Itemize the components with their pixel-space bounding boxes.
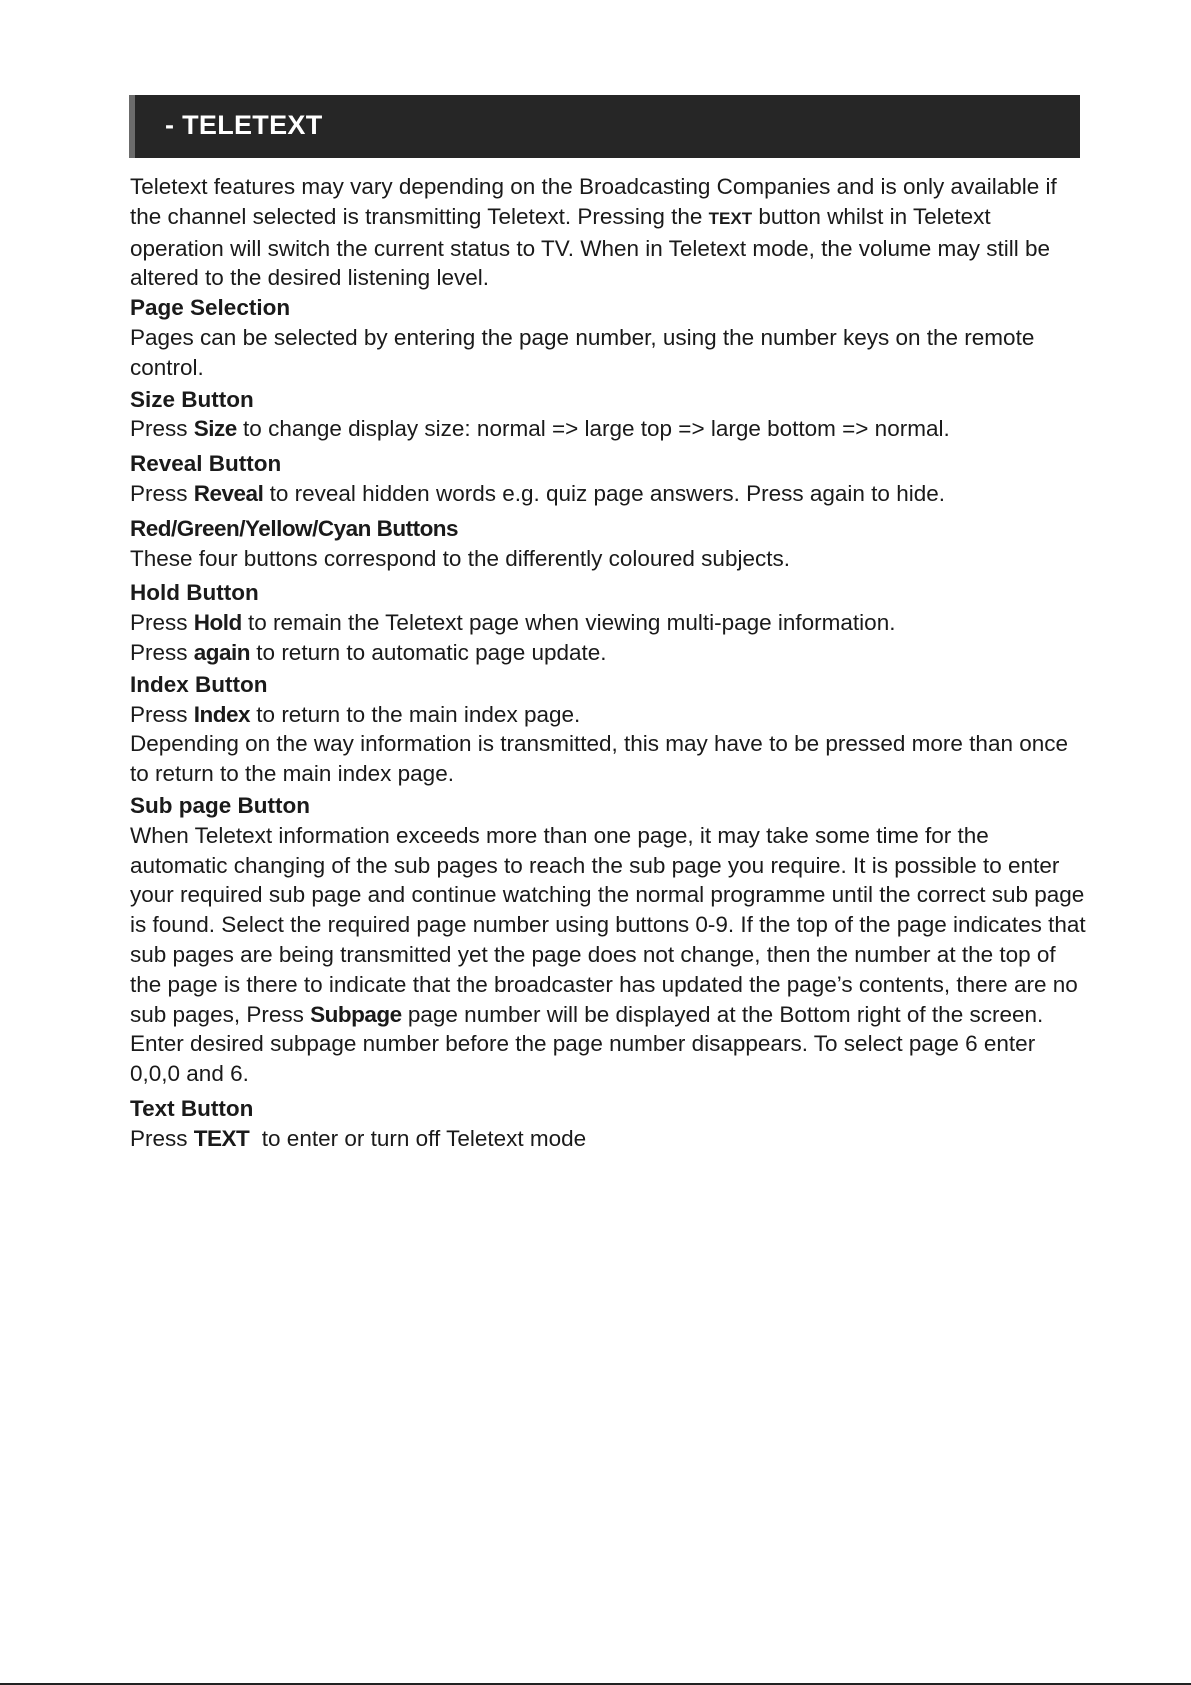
document-body [130,172,1090,1154]
heading-size-button: Size Button [130,386,254,412]
index-line1-pre: Press [130,701,194,727]
reveal-keyword: Reveal [193,480,264,506]
text-hold-line-1 [130,608,1090,638]
section-text-button [130,1094,1090,1154]
index-keyword: Index [193,701,251,727]
text-text-button [130,1124,1090,1154]
intro-text-keyword: TEXT [708,208,753,228]
hold-line1-pre: Press [130,610,194,636]
reveal-text-pre: Press [130,480,194,506]
text-reveal-button [130,479,1090,509]
intro-paragraph [130,172,1090,293]
subpage-text-pre: When Teletext information exceeds more than one page, it may take some time for the automatic changing of the sub pages to reach the sub page you require. It is possible to enter your required sub page and continue watching the normal programme until the correct sub page is found. Select the required page number using buttons 0-9. If the top of the page indicates that sub pages are being transmitted yet the page does not change, then the number at the top of the page is there to indicate that the broadcaster has updated the page’s contents, there are no sub pages, Press [130,822,1086,1027]
hold-keyword: Hold [193,610,242,636]
text-color-buttons: These four buttons correspond to the differently coloured subjects. [130,545,790,571]
section-hold-button [130,578,1090,667]
text-index-line-2: Depending on the way information is transmitted, this may have to be pressed more than once to return to the main index page. [130,731,1069,787]
index-line1-post: to return to the main index page. [250,701,581,727]
intro-text-1: Teletext features may vary depending on the Broadcasting Companies and is only available if the channel selected is transmitting Teletext. Pressing the [130,174,1057,229]
heading-page-selection: Page Selection [130,295,291,321]
section-header-bar [129,95,1080,158]
heading-text-button: Text Button [130,1095,254,1121]
text-subpage [130,821,1090,1089]
again-keyword: again [193,639,251,665]
section-size-button [130,385,1090,445]
size-keyword: Size [193,416,237,442]
subpage-text-post: page number will be displayed at the Bottom right of the screen. Enter desired subpage number before the page number disappears. To select page 6 enter 0,0,0 and 6. [130,1001,1044,1087]
section-page-selection [130,293,1090,382]
text-button-post: to enter or turn off Teletext mode [249,1125,587,1151]
section-title: - TELETEXT [165,110,323,140]
subpage-keyword: Subpage [310,1001,402,1027]
hold-line1-post: to remain the Teletext page when viewing multi-page information. [241,610,896,636]
text-size-button [130,414,1090,444]
hold-line2-post: to return to automatic page update. [250,639,607,665]
section-subpage-button [130,791,1090,1089]
section-reveal-button [130,449,1090,509]
hold-line2-pre: Press [130,639,194,665]
heading-index-button: Index Button [130,671,268,697]
text-keyword: TEXT [193,1125,250,1151]
text-page-selection: Pages can be selected by entering the page number, using the number keys on the remote control. [130,324,1035,380]
size-text-post: to change display size: normal => large top => large bottom => normal. [236,416,950,442]
reveal-text-post: to reveal hidden words e.g. quiz page answers. Press again to hide. [263,480,945,506]
heading-subpage-button: Sub page Button [130,792,310,818]
heading-reveal-button: Reveal Button [130,451,282,477]
text-index-line-1 [130,700,1090,730]
section-index-button [130,670,1090,789]
size-text-pre: Press [130,416,194,442]
intro-text-2: button whilst in Teletext operation will switch the current status to TV. When in Teletext mode, the volume may still be altered to the desired listening level. [130,203,1051,291]
text-hold-line-2 [130,638,1090,668]
heading-color-buttons: Red/Green/Yellow/Cyan Buttons [130,515,459,541]
heading-hold-button: Hold Button [130,580,259,606]
text-button-pre: Press [130,1125,194,1151]
section-color-buttons [130,514,1090,574]
